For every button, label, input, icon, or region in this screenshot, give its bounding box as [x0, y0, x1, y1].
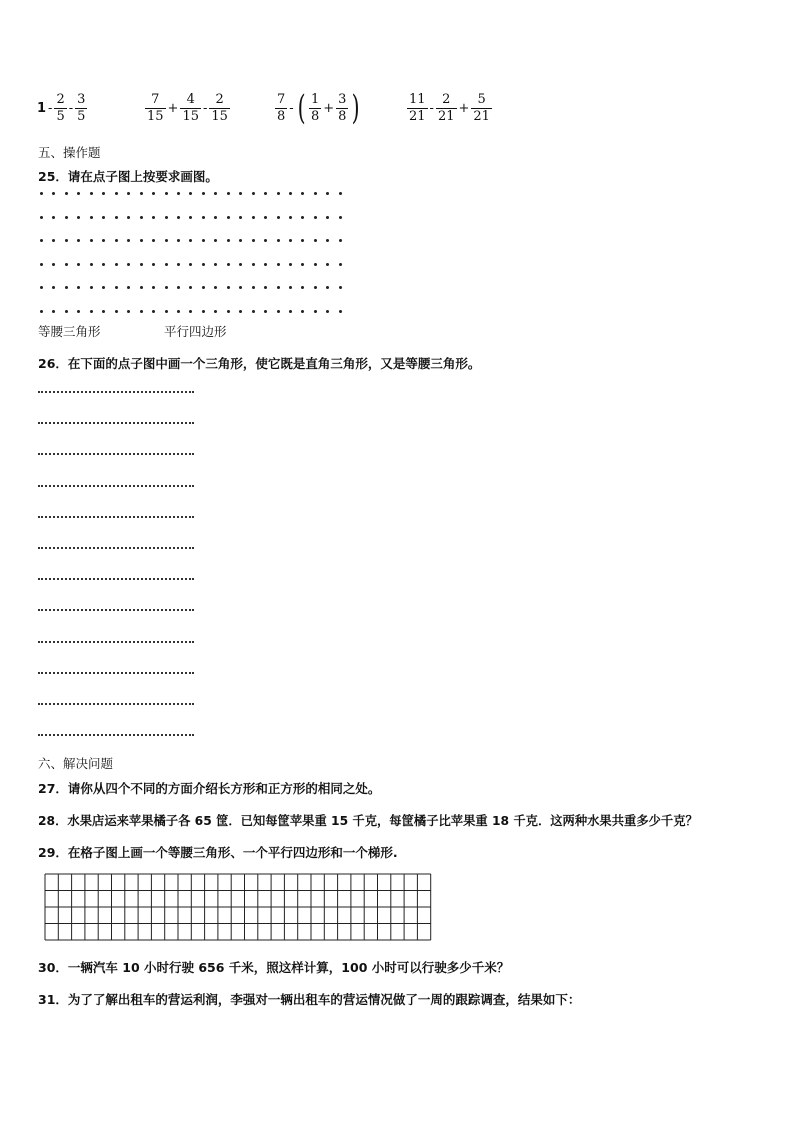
expression-2 [144, 88, 231, 128]
grid-dot[interactable] [189, 310, 192, 313]
grid-dot[interactable] [177, 216, 180, 219]
fraction [180, 93, 201, 124]
grid-dot[interactable] [202, 263, 205, 266]
denominator: 21 [437, 108, 455, 124]
grid-dot[interactable] [65, 216, 68, 219]
grid-dot[interactable] [314, 239, 317, 242]
denominator: 8 [338, 108, 347, 124]
grid-dot[interactable] [252, 216, 255, 219]
grid-dot[interactable] [189, 192, 192, 195]
numerator: 2 [442, 91, 451, 107]
operator: + [458, 100, 470, 116]
grid-dot[interactable] [227, 216, 230, 219]
grid-dot[interactable] [339, 263, 342, 266]
grid-dot[interactable] [227, 192, 230, 195]
grid-dot[interactable] [252, 310, 255, 313]
grid-dot[interactable] [52, 239, 55, 242]
grid-dot[interactable] [152, 263, 155, 266]
dotted-line[interactable] [38, 734, 194, 736]
grid-dot[interactable] [214, 286, 217, 289]
question-text: 一辆汽车 10 小时行驶 656 千米，照这样计算，100 小时可以行驶多少千米？ [67, 960, 510, 975]
expression-3 [274, 88, 363, 128]
section-title-problem-solving: 六、解决问题 [38, 756, 114, 771]
grid-dot[interactable] [326, 263, 329, 266]
question-number: 25． [38, 169, 68, 184]
fraction [471, 93, 492, 124]
grid-dot[interactable] [90, 239, 93, 242]
question-text: 请在点子图上按要求画图。 [67, 169, 218, 184]
operator: - [203, 100, 208, 116]
grid-dot[interactable] [339, 216, 342, 219]
operator: - [289, 100, 294, 116]
grid-dot[interactable] [326, 286, 329, 289]
grid-dot[interactable] [314, 192, 317, 195]
grid-dot[interactable] [326, 239, 329, 242]
whole-number: 1 [37, 100, 47, 116]
grid-dot[interactable] [127, 216, 130, 219]
grid-dot[interactable] [289, 263, 292, 266]
grid-dot[interactable] [52, 192, 55, 195]
grid-dot[interactable] [90, 192, 93, 195]
expression-1 [36, 88, 88, 128]
grid-dot[interactable] [189, 286, 192, 289]
question-number: 28． [38, 814, 68, 828]
grid-dot[interactable] [301, 286, 304, 289]
grid-dot[interactable] [140, 192, 143, 195]
numerator: 11 [409, 91, 426, 107]
grid-dot[interactable] [152, 286, 155, 289]
grid-dot[interactable] [202, 239, 205, 242]
fraction [209, 93, 230, 124]
section-title-operations: 五、操作题 [38, 145, 101, 160]
grid-dot[interactable] [202, 310, 205, 313]
grid-dot[interactable] [140, 286, 143, 289]
dotted-line[interactable] [38, 672, 194, 674]
grid-dot[interactable] [77, 192, 80, 195]
grid-dot[interactable] [227, 310, 230, 313]
grid-dot[interactable] [115, 192, 118, 195]
grid-dot[interactable] [277, 310, 280, 313]
question-number: 26． [38, 356, 68, 371]
grid-dot[interactable] [102, 192, 105, 195]
grid-dot[interactable] [65, 239, 68, 242]
grid-dot[interactable] [52, 286, 55, 289]
grid-dot[interactable] [65, 263, 68, 266]
operator: - [48, 100, 53, 116]
grid-dot[interactable] [277, 216, 280, 219]
grid-dot[interactable] [214, 192, 217, 195]
fraction [54, 93, 66, 124]
grid-dot[interactable] [77, 263, 80, 266]
grid-dot[interactable] [214, 239, 217, 242]
grid-dot[interactable] [102, 286, 105, 289]
grid-dot[interactable] [277, 192, 280, 195]
label-isosceles-triangle: 等腰三角形 [38, 324, 101, 339]
grid-dot[interactable] [214, 216, 217, 219]
grid-dot[interactable] [127, 310, 130, 313]
operator: - [68, 100, 74, 116]
grid-dot[interactable] [301, 310, 304, 313]
grid-dot[interactable] [177, 310, 180, 313]
grid-dot[interactable] [314, 216, 317, 219]
expression-4 [406, 88, 493, 128]
grid-dot[interactable] [102, 216, 105, 219]
grid-dot[interactable] [165, 192, 168, 195]
grid-dot[interactable] [65, 310, 68, 313]
grid-dot[interactable] [239, 263, 242, 266]
grid-dot[interactable] [264, 216, 267, 219]
grid-dot[interactable] [239, 310, 242, 313]
denominator: 5 [77, 108, 86, 124]
grid-dot[interactable] [239, 216, 242, 219]
numerator: 1 [310, 91, 320, 107]
grid-dot[interactable] [264, 192, 267, 195]
grid-dot[interactable] [115, 239, 118, 242]
grid-dot[interactable] [65, 286, 68, 289]
denominator: 15 [147, 108, 164, 124]
grid-dot[interactable] [52, 216, 55, 219]
grid-dot[interactable] [326, 192, 329, 195]
dotted-line[interactable] [38, 453, 194, 455]
grid-dot[interactable] [326, 310, 329, 313]
grid-dot[interactable] [152, 239, 155, 242]
grid-dot[interactable] [252, 286, 255, 289]
grid-dot[interactable] [127, 192, 130, 195]
grid-dot[interactable] [152, 216, 155, 219]
grid-dot[interactable] [339, 310, 342, 313]
fraction [407, 93, 428, 124]
question-number: 30． [38, 960, 68, 975]
question-text: 水果店运来苹果橘子各 65 筐．已知每筐苹果重 15 千克，每筐橘子比苹果重 18 千克．这两种水果共重多少千克？ [67, 814, 698, 828]
grid-dot[interactable] [77, 216, 80, 219]
question-26 [38, 354, 480, 372]
fraction [145, 93, 166, 124]
grid-dot[interactable] [214, 263, 217, 266]
grid-dot[interactable] [339, 192, 342, 195]
numerator: 2 [215, 91, 224, 107]
dotted-line[interactable] [38, 609, 194, 611]
grid-dot[interactable] [277, 286, 280, 289]
grid-dot[interactable] [264, 310, 267, 313]
numerator: 7 [151, 91, 160, 107]
grid-dot[interactable] [252, 263, 255, 266]
question-text: 为了了解出租车的营运利润，李强对一辆出租车的营运情况做了一周的跟踪调查，结果如下： [67, 992, 581, 1007]
grid-dot[interactable] [102, 263, 105, 266]
grid-dot[interactable] [90, 263, 93, 266]
dotted-line[interactable] [38, 547, 194, 549]
grid-dot[interactable] [289, 239, 292, 242]
grid-dot[interactable] [202, 216, 205, 219]
grid-dot[interactable] [301, 216, 304, 219]
grid-dot[interactable] [301, 239, 304, 242]
grid-dot[interactable] [65, 192, 68, 195]
question-30 [38, 958, 509, 976]
grid-dot[interactable] [140, 310, 143, 313]
grid-dot[interactable] [202, 192, 205, 195]
denominator: 8 [277, 108, 286, 124]
grid-dot[interactable] [289, 216, 292, 219]
grid-dot[interactable] [77, 310, 80, 313]
operator: + [167, 100, 179, 116]
grid-dot[interactable] [40, 263, 43, 266]
grid-dot[interactable] [165, 239, 168, 242]
grid-dot[interactable] [177, 263, 180, 266]
question-31 [38, 990, 580, 1008]
grid-dot[interactable] [90, 286, 93, 289]
grid-dot[interactable] [140, 239, 143, 242]
grid-dot[interactable] [40, 286, 43, 289]
grid-dot[interactable] [140, 263, 143, 266]
grid-dot[interactable] [301, 192, 304, 195]
grid-dot[interactable] [127, 239, 130, 242]
grid-dot[interactable] [52, 310, 55, 313]
dotted-line[interactable] [38, 516, 194, 518]
grid-dot[interactable] [239, 286, 242, 289]
question-number: 29． [38, 845, 68, 860]
fraction [275, 93, 287, 124]
grid-dot[interactable] [90, 310, 93, 313]
grid-dot[interactable] [127, 286, 130, 289]
parenthesis: ( [297, 88, 306, 128]
denominator: 8 [310, 108, 320, 124]
grid-dot[interactable] [165, 263, 168, 266]
grid-dot[interactable] [252, 239, 255, 242]
grid-dot[interactable] [277, 239, 280, 242]
grid-dot[interactable] [115, 263, 118, 266]
question-27 [38, 779, 380, 797]
dotted-line[interactable] [38, 578, 194, 580]
grid-dot[interactable] [77, 286, 80, 289]
square-grid-q29[interactable] [44, 873, 434, 941]
fraction [75, 93, 87, 124]
numerator: 5 [477, 91, 486, 107]
denominator: 5 [56, 108, 65, 124]
grid-dot[interactable] [277, 263, 280, 266]
question-text: 在下面的点子图中画一个三角形，使它既是直角三角形，又是等腰三角形。 [67, 356, 481, 371]
question-text: 请你从四个不同的方面介绍长方形和正方形的相同之处。 [67, 781, 381, 796]
dotted-line[interactable] [38, 703, 194, 705]
grid-dot[interactable] [214, 310, 217, 313]
operator: - [429, 100, 434, 116]
grid-dot[interactable] [189, 239, 192, 242]
grid-dot[interactable] [177, 286, 180, 289]
question-number: 27． [38, 781, 68, 796]
denominator: 21 [473, 108, 490, 124]
grid-dot[interactable] [90, 216, 93, 219]
question-29 [38, 843, 398, 861]
grid-dot[interactable] [202, 286, 205, 289]
label-parallelogram: 平行四边形 [164, 324, 227, 339]
grid-dot[interactable] [314, 286, 317, 289]
denominator: 15 [211, 108, 228, 124]
grid-dot[interactable] [252, 192, 255, 195]
numerator: 2 [56, 91, 65, 107]
grid-dot[interactable] [314, 310, 317, 313]
grid-dot[interactable] [326, 216, 329, 219]
grid-dot[interactable] [115, 310, 118, 313]
question-28 [38, 811, 698, 829]
fraction [436, 93, 457, 124]
dotted-line[interactable] [38, 641, 194, 643]
grid-dot[interactable] [264, 286, 267, 289]
parenthesis: ) [352, 88, 361, 128]
question-number: 31． [38, 992, 68, 1007]
grid-dot[interactable] [227, 263, 230, 266]
grid-dot[interactable] [189, 263, 192, 266]
grid-dot[interactable] [177, 239, 180, 242]
grid-dot[interactable] [289, 192, 292, 195]
dotted-line[interactable] [38, 391, 194, 393]
grid-dot[interactable] [264, 239, 267, 242]
question-text: 在格子图上画一个等腰三角形、一个平行四边形和一个梯形. [67, 845, 398, 860]
grid-dot[interactable] [102, 310, 105, 313]
denominator: 15 [182, 108, 199, 124]
grid-dot[interactable] [152, 192, 155, 195]
grid-dot[interactable] [239, 192, 242, 195]
grid-dot[interactable] [40, 192, 43, 195]
numerator: 4 [186, 91, 195, 107]
grid-dot[interactable] [189, 216, 192, 219]
grid-dot[interactable] [264, 263, 267, 266]
grid-dot[interactable] [115, 286, 118, 289]
fraction [309, 93, 321, 124]
grid-dot[interactable] [289, 286, 292, 289]
operator: + [323, 100, 335, 116]
dotted-line[interactable] [38, 422, 194, 424]
numerator: 3 [77, 91, 86, 107]
grid-dot[interactable] [52, 263, 55, 266]
grid-dot[interactable] [140, 216, 143, 219]
grid-dot[interactable] [165, 216, 168, 219]
grid-dot[interactable] [77, 239, 80, 242]
grid-dot[interactable] [227, 286, 230, 289]
grid-dot[interactable] [40, 216, 43, 219]
grid-dot[interactable] [227, 239, 230, 242]
numerator: 7 [277, 91, 286, 107]
denominator: 21 [409, 108, 426, 124]
grid-dot[interactable] [127, 263, 130, 266]
dotted-line[interactable] [38, 485, 194, 487]
question-25 [38, 167, 218, 185]
grid-dot[interactable] [40, 239, 43, 242]
fraction [336, 93, 348, 124]
grid-dot[interactable] [239, 239, 242, 242]
grid-dot[interactable] [314, 263, 317, 266]
grid-dot[interactable] [289, 310, 292, 313]
grid-dot[interactable] [152, 310, 155, 313]
grid-dot[interactable] [102, 239, 105, 242]
grid-dot[interactable] [165, 310, 168, 313]
numerator: 3 [338, 91, 347, 107]
grid-dot[interactable] [301, 263, 304, 266]
grid-dot[interactable] [165, 286, 168, 289]
grid-dot[interactable] [40, 310, 43, 313]
grid-dot[interactable] [177, 192, 180, 195]
grid-dot[interactable] [339, 239, 342, 242]
grid-dot[interactable] [115, 216, 118, 219]
grid-dot[interactable] [339, 286, 342, 289]
